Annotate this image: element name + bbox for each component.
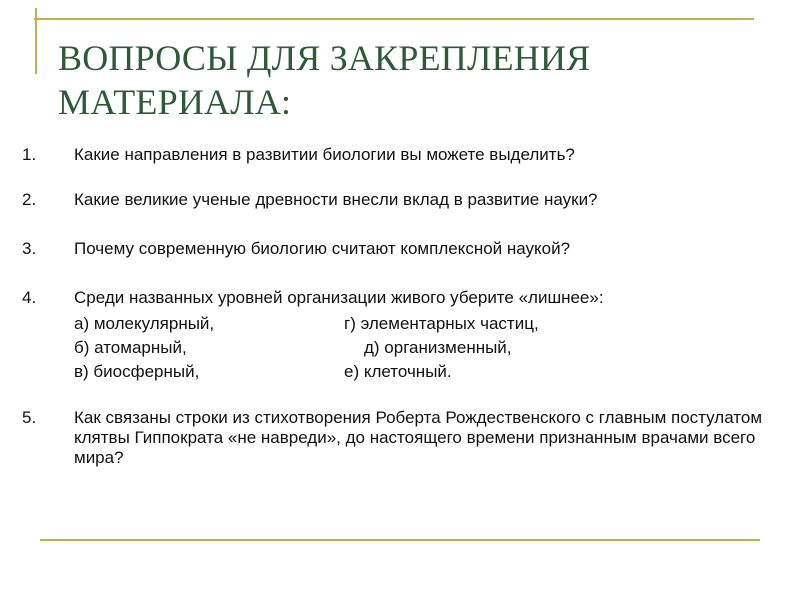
question-text: Среди названных уровней организации живого уберите «лишнее»: [74,288,604,307]
question-number: 1. [22,145,37,164]
option-f: е) клеточный. [344,362,452,381]
option-c: в) биосферный, [74,362,200,381]
question-text: Как связаны строки из стихотворения Роберта Рождественского с главным постулатом клятвы Гиппократа «не навреди», до настоящего времени признанным врачами всего мира? [74,408,763,467]
title-line-2: МАТЕРИАЛА: [58,82,292,122]
question-text: Почему современную биологию считают комплексной наукой? [74,239,571,258]
question-text: Какие великие ученые древности внесли вклад в развитие науки? [74,190,598,209]
option-a: а) молекулярный, [74,314,215,333]
question-text: Какие направления в развитии биологии вы можете выделить? [74,145,575,164]
bottom-accent-line [40,539,760,541]
option-e: д) организменный, [364,338,512,357]
option-d: г) элементарных частиц, [344,314,539,333]
title-line-1: ВОПРОСЫ ДЛЯ ЗАКРЕПЛЕНИЯ [58,38,591,78]
option-b: б) атомарный, [74,338,187,357]
question-number: 2. [22,190,37,209]
question-number: 3. [22,239,37,258]
question-number: 5. [22,408,37,427]
question-number: 4. [22,288,37,307]
